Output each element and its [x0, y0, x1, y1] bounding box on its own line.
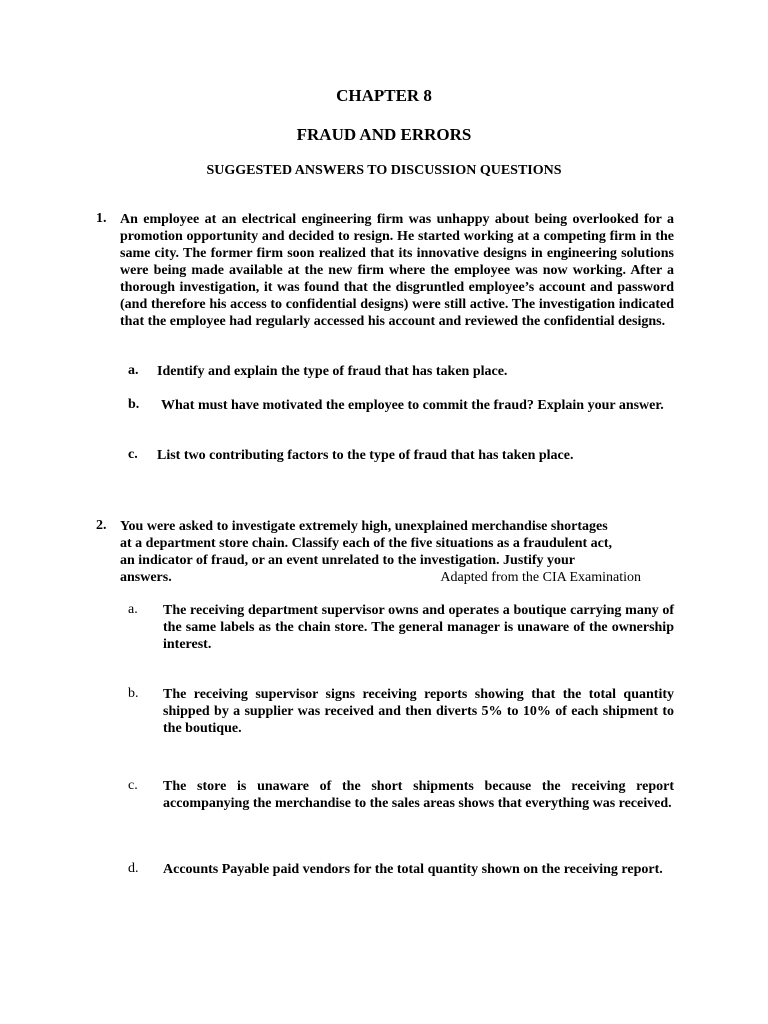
chapter-heading: CHAPTER 8 — [336, 86, 432, 105]
question-2-number: 2. — [96, 518, 107, 533]
question-2-line: an indicator of fraud, or an event unrelated to the investigation. Justify your — [120, 553, 576, 568]
chapter-title: FRAUD AND ERRORS — [296, 125, 472, 144]
question-2a-label: a. — [128, 602, 138, 617]
question-2c-label: c. — [128, 778, 138, 793]
question-1b-text: What must have motivated the employee to commit the fraud? Explain your answer. — [161, 398, 664, 413]
source-attribution: Adapted from the CIA Examination — [440, 570, 641, 585]
question-2-line: at a department store chain. Classify each of the five situations as a fraudulent act, — [120, 536, 613, 551]
question-2b-label: b. — [128, 686, 139, 701]
question-1-number: 1. — [96, 211, 107, 226]
question-2-last-line — [120, 569, 674, 586]
question-2b-text: The receiving supervisor signs receiving reports showing that the total quantity shipped by a supplier was received and then diverts 5% to 10% of each shipment to the boutique. — [163, 687, 674, 736]
question-2-line: You were asked to investigate extremely high, unexplained merchandise shortages — [120, 519, 608, 534]
question-1a-text: Identify and explain the type of fraud that has taken place. — [157, 364, 508, 379]
question-2d-text: Accounts Payable paid vendors for the total quantity shown on the receiving report. — [163, 862, 663, 877]
question-2-line: answers. — [120, 570, 172, 585]
question-2-text — [120, 518, 674, 586]
question-1a-label: a. — [128, 363, 139, 378]
section-subtitle: SUGGESTED ANSWERS TO DISCUSSION QUESTIONS — [206, 163, 562, 178]
question-1c-label: c. — [128, 447, 138, 462]
question-2c-text: The store is unaware of the short shipments because the receiving report accompanying the merchandise to the sales areas shows that everything was received. — [163, 779, 674, 811]
question-1b-label: b. — [128, 397, 140, 412]
question-1c-text: List two contributing factors to the type of fraud that has taken place. — [157, 448, 574, 463]
question-2a-text: The receiving department supervisor owns and operates a boutique carrying many of the same labels as the chain store. The general manager is unaware of the ownership interest. — [163, 603, 674, 652]
question-2d-label: d. — [128, 861, 139, 876]
question-1-text: An employee at an electrical engineering firm was unhappy about being overlooked for a promotion opportunity and decided to resign. He started working at a competing firm in the same city. The former firm soon realized that its innovative designs in engineering solutions were being made available at the new firm where the employee was now working. After a thorough investigation, it was found that the disgruntled employee’s account and password (and therefore his access to confidential designs) were still active. The investigation indicated that the employee had regularly accessed his account and reviewed the confidential designs. — [120, 212, 674, 329]
